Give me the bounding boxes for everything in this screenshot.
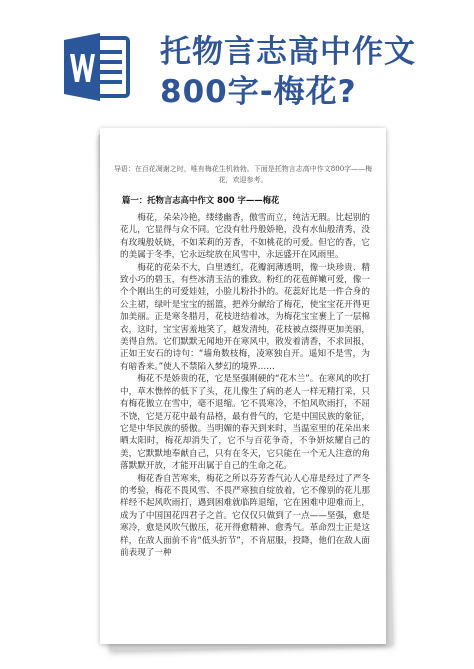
- document-page: [100, 128, 386, 644]
- page-title-line-2: 800字-梅花?: [160, 74, 357, 110]
- header-banner: [0, 0, 474, 122]
- document-heading: 篇一：托物言志高中作文 800 字——梅花: [122, 195, 280, 205]
- document-guide-text: 导语：在百花凋谢之时，唯有梅花生机勃勃。下面是托物言志高中作文800字——梅花，欢迎参考。: [113, 165, 373, 184]
- body-paragraph: 梅花的花朵不大，白里透红，花瓣润薄透明，像一块珍贵、精致小巧的碧玉，有些冰清玉洁的雅致。粉红的花苞鲜嫩可爱，像一个个刚出生的可爱娃娃，小脸儿粉扑扑的。花蕊好比是一件合身的公主裙，绿叶是宝宝的摇篮，把养分献给了梅花，使宝宝花开得更加美丽。正是寒冬腊月，花枝迸结着冰，为梅花宝宝裹上了一层棉衣，这时，宝宝害羞地笑了，越发清纯，花枝被点缀得更加美丽，美得自然。它们默默无闻地开在寒风中，散发着清香，不求回报，正如王安石的诗句：“墙角数枝梅，凌寒独自开。遥知不是雪，为有暗香来。”使人不禁陷入梦幻的境界……: [120, 262, 370, 372]
- body-paragraph: 梅花不是娇贵的花，它是坚强刚硬的“花木兰”。在寒风的吹打中，草木憔悴的低下了头，花儿像生了病的老人一样无精打采，只有梅花傲立在雪中，毫不退缩。它不畏寒冷，不怕风吹雨打，不屈不饶，它是万花中最有品格，最有骨气的，它是中国民族的象征，它是中华民族的骄傲。当明媚的春天到来时，当温室里的花朵出来晒太阳时，梅花却消失了，它不与百花争奇，不争妍炫耀自己的美，它默默地奉献自己，只有在冬天，它只能在一个无人注意的角落默默开放，才能开出属于自己的生命之花。: [120, 374, 370, 472]
- body-paragraph: 梅花香自苦寒来，梅花之所以芬芳香气沁人心扉是经过了严冬的考验，梅花不畏风雪、不畏严寒独自绽放着，它不像别的花儿那样经不起风吹雨打，遇到困难就临阵退缩，它在困难中迎难而上，成为了中国国花四君子之首。它仅仅只做到了一点——坚强，愈是寒冷，愈是风吹气傲压，花开得愈精神、愈秀气。革命烈士正是这样，在敌人面前不肯“低头折节”，不肯屈服，投降，他们在敌人面前表现了一种: [120, 473, 370, 558]
- page-title-line-1: 托物言志高中作文: [160, 34, 416, 70]
- body-paragraph: 梅花，朵朵冷艳，缕缕幽香，傲雪而立，纯洁无瑕。比起别的花儿，它显得与众不同。它没有牡丹般娇艳，没有水仙般清秀，没有玫瑰般妖娆，不如茉莉的芳香，不如桃花的可爱。但它的香，它的美属于冬季，它永远绽放在风雪中，永远盛开在风雨里。: [120, 213, 370, 261]
- word-document-icon: [62, 30, 132, 104]
- document-body: [120, 212, 370, 559]
